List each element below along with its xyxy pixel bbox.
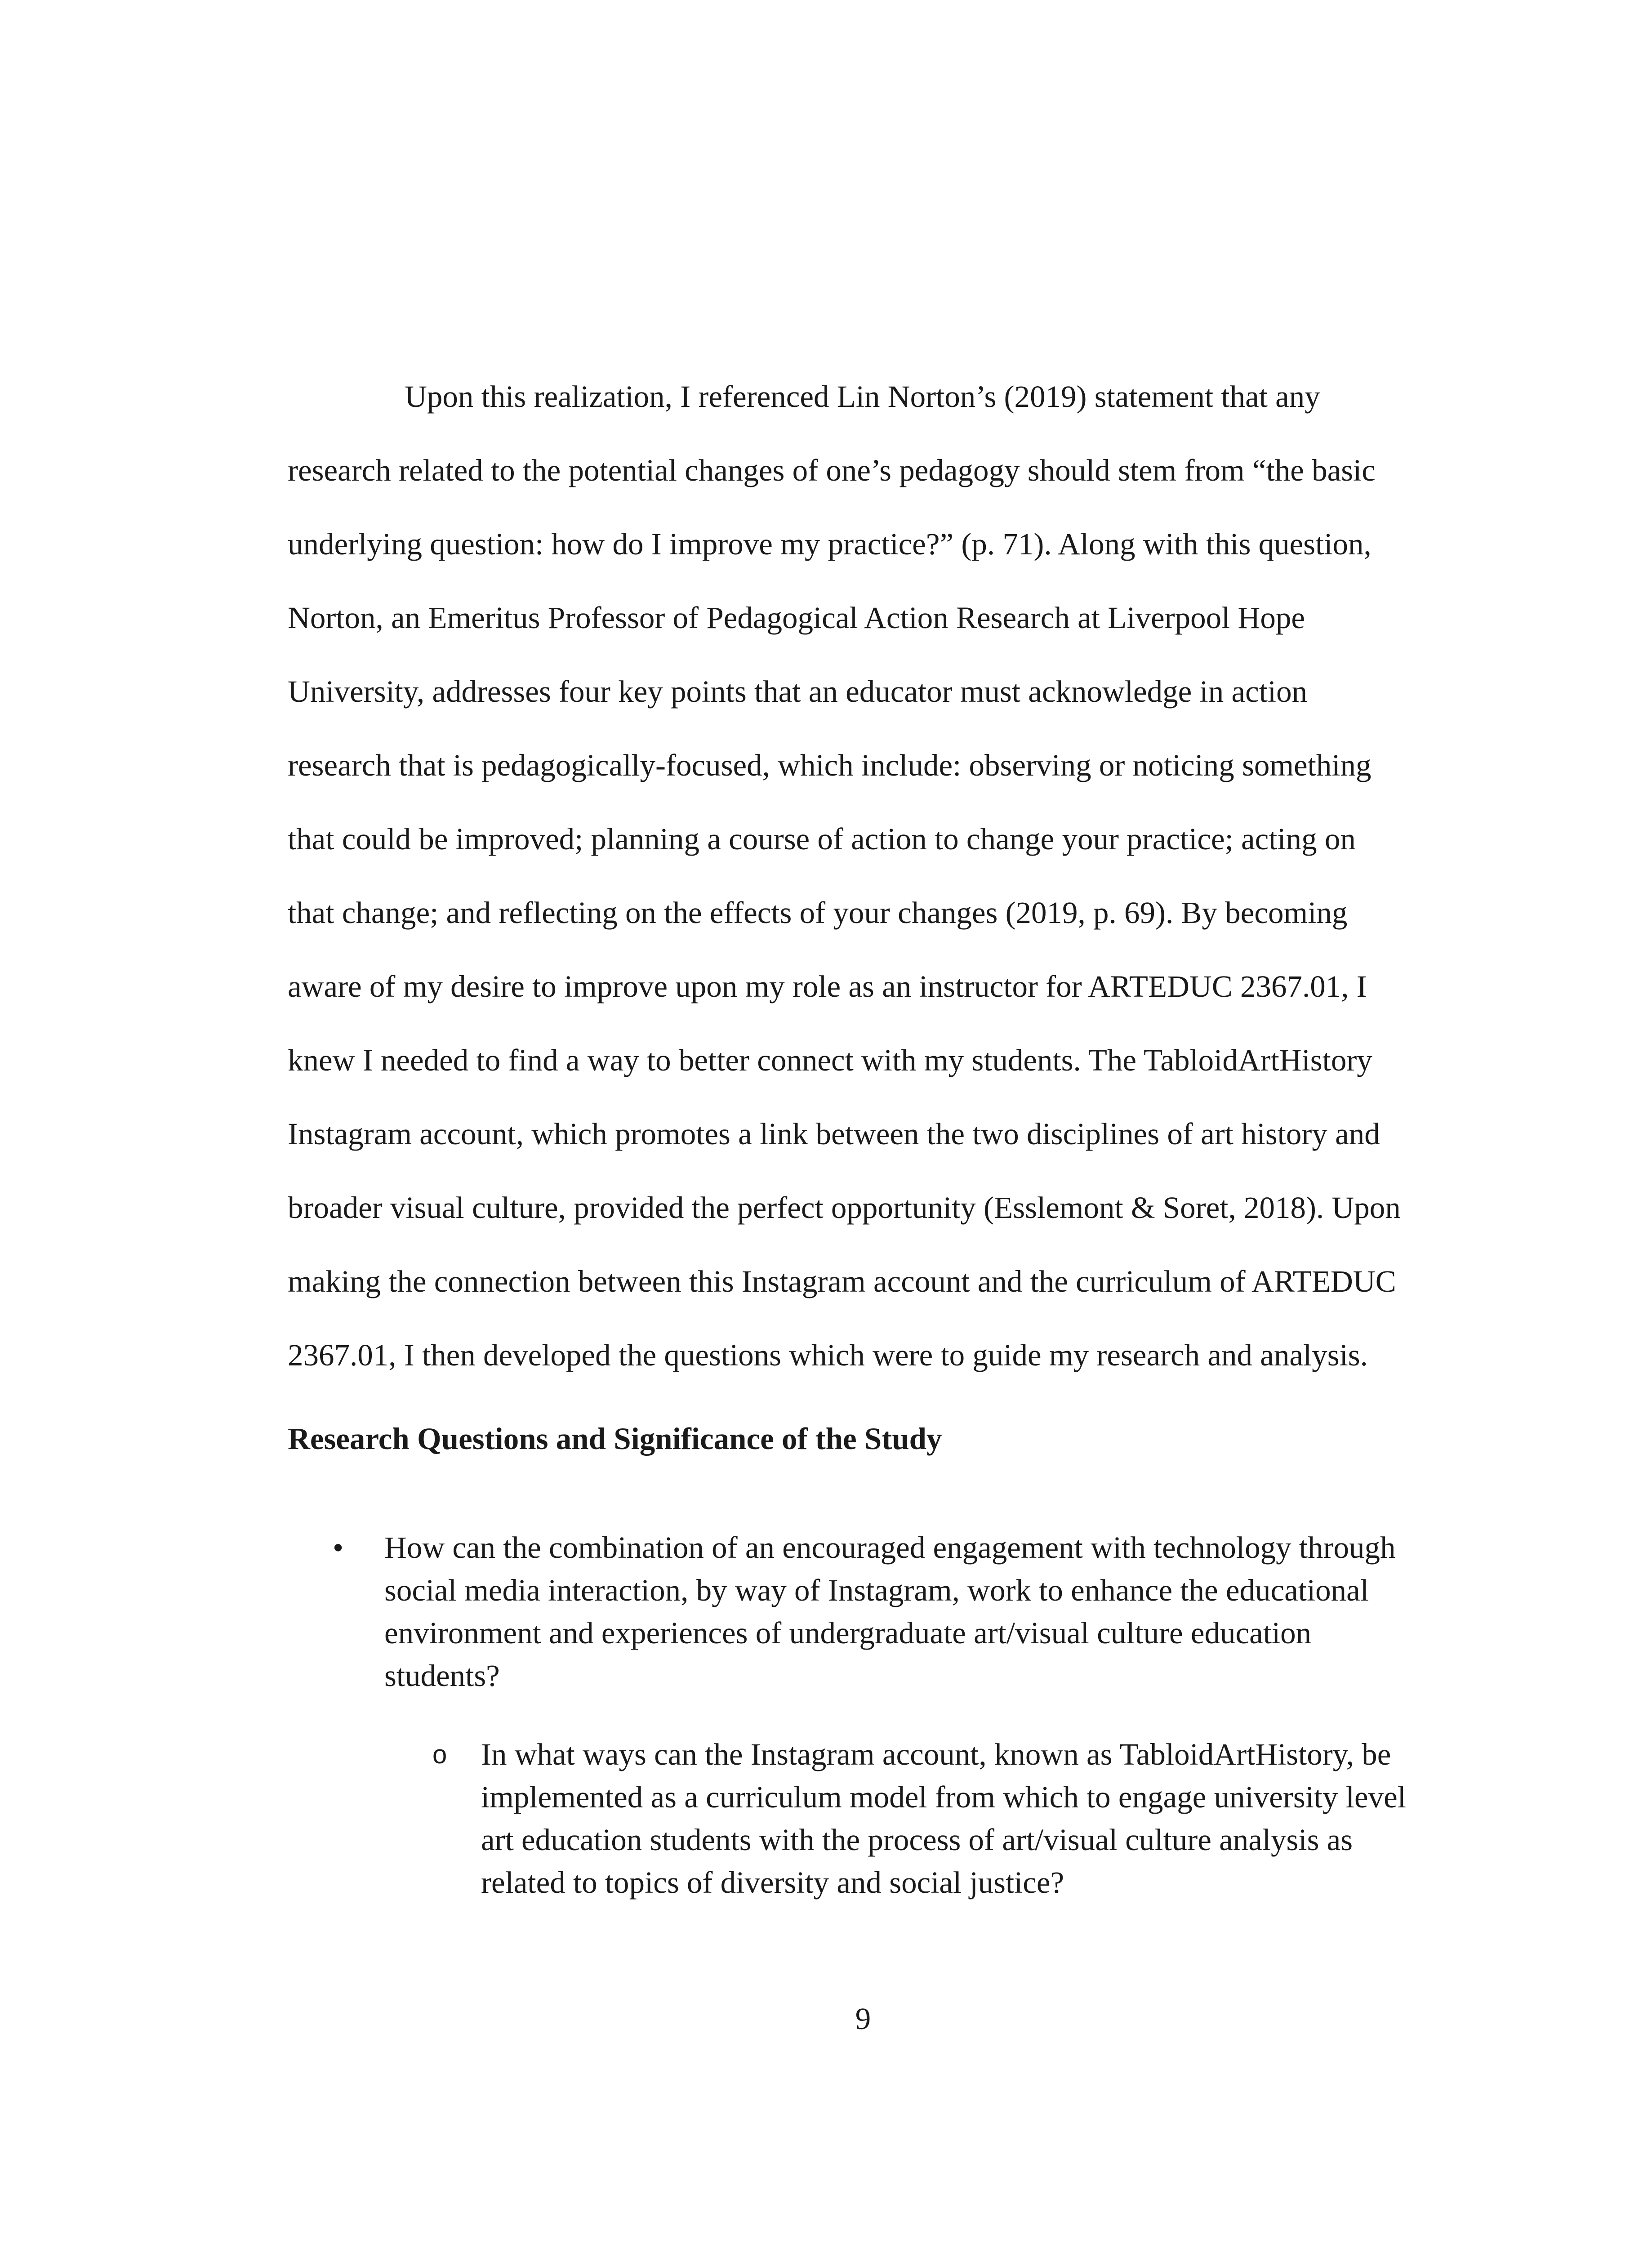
paragraph-line: knew I needed to find a way to better connect with my students. The TabloidArtHistory xyxy=(288,1043,1372,1077)
paragraph-line: Upon this realization, I referenced Lin Norton’s (2019) statement that any xyxy=(405,379,1320,414)
bullet-icon: • xyxy=(333,1530,344,1565)
question-line: social media interaction, by way of Instagram, work to enhance the educational xyxy=(384,1573,1369,1607)
paragraph-line: research related to the potential changes of one’s pedagogy should stem from “the basic xyxy=(288,453,1376,487)
body-paragraph xyxy=(288,360,1447,1392)
paragraph-line: that change; and reflecting on the effects of your changes (2019, p. 69). By becoming xyxy=(288,896,1348,930)
paragraph-line: aware of my desire to improve upon my role as an instructor for ARTEDUC 2367.01, I xyxy=(288,969,1367,1004)
page-number: 9 xyxy=(855,2002,871,2036)
paragraph-line: that could be improved; planning a course of action to change your practice; acting on xyxy=(288,822,1356,856)
list-item-main-question xyxy=(288,1526,1447,1697)
paragraph-line: making the connection between this Instagram account and the curriculum of ARTEDUC xyxy=(288,1264,1396,1298)
paragraph-line: Instagram account, which promotes a link between the two disciplines of art history and xyxy=(288,1117,1380,1151)
paragraph-line: University, addresses four key points that an educator must acknowledge in action xyxy=(288,674,1308,709)
paragraph-line: Norton, an Emeritus Professor of Pedagogical Action Research at Liverpool Hope xyxy=(288,601,1305,635)
question-line: students? xyxy=(384,1659,500,1693)
research-questions-list xyxy=(288,1526,1447,1904)
list-item-sub-question xyxy=(288,1733,1447,1904)
paragraph-line: 2367.01, I then developed the questions which were to guide my research and analysis. xyxy=(288,1338,1368,1372)
paragraph-line: broader visual culture, provided the perfect opportunity (Esslemont & Soret, 2018). Upon xyxy=(288,1191,1401,1225)
question-line: implemented as a curriculum model from which to engage university level xyxy=(481,1780,1406,1814)
question-line: environment and experiences of undergraduate art/visual culture education xyxy=(384,1616,1312,1650)
question-line: related to topics of diversity and social justice? xyxy=(481,1865,1064,1900)
paragraph-line: underlying question: how do I improve my practice?” (p. 71). Along with this question, xyxy=(288,527,1371,561)
section-heading: Research Questions and Significance of the Study xyxy=(288,1422,942,1456)
question-line: art education students with the process of art/visual culture analysis as xyxy=(481,1823,1353,1857)
circle-bullet-icon: o xyxy=(432,1740,447,1769)
question-line: In what ways can the Instagram account, known as TabloidArtHistory, be xyxy=(481,1737,1391,1771)
paragraph-line: research that is pedagogically-focused, which include: observing or noticing something xyxy=(288,748,1371,782)
question-line: How can the combination of an encouraged engagement with technology through xyxy=(384,1530,1396,1565)
